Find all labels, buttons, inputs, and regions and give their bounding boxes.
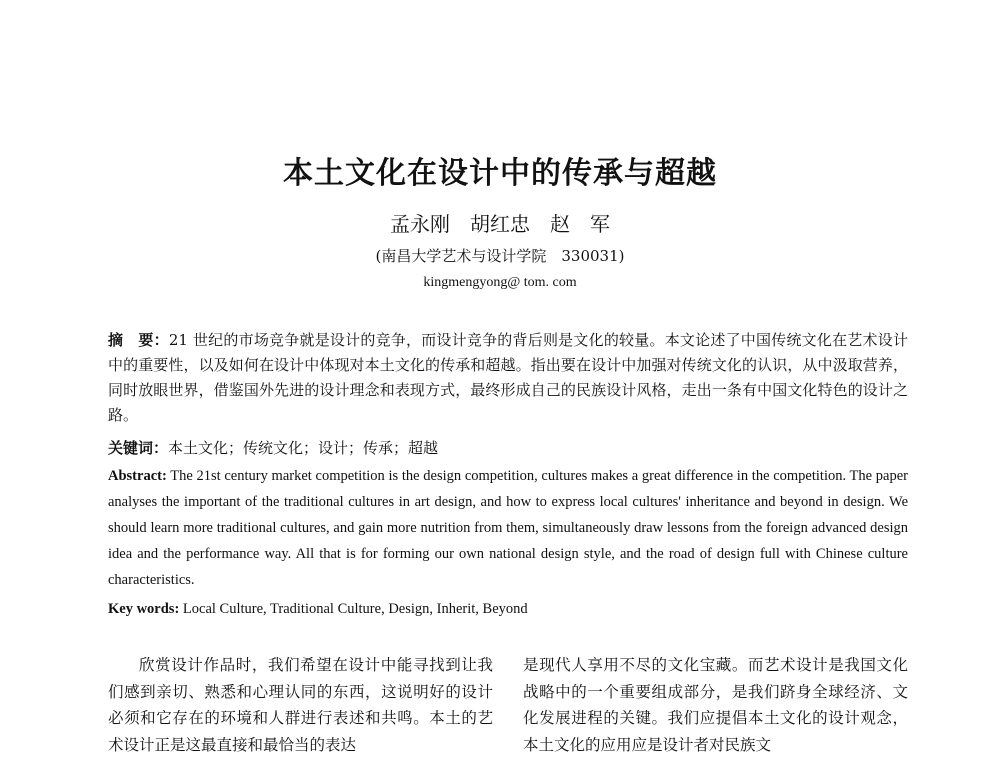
abstract-en bbox=[108, 463, 908, 593]
abstract-en-label: Abstract: bbox=[108, 468, 167, 484]
keywords-cn bbox=[108, 436, 908, 461]
authors: 孟永刚 胡红忠 赵 军 bbox=[390, 212, 610, 236]
keywords-en-label: Key words: bbox=[108, 601, 180, 617]
body-column-left: 欣赏设计作品时，我们希望在设计中能寻找到让我们感到亲切、熟悉和心理认同的东西，这说明好的设计必须和它存在的环境和人群进行表述和共鸣。本土的艺术设计正是这最直接和最恰当的表达 bbox=[108, 656, 493, 754]
abstract-en-text: The 21st century market competition is the design competition, cultures makes a great difference in the competition. The paper analyses the important of the traditional cultures in art design, and how to express local cultures' inheritance and beyond in design. We should learn more traditional cultures, and gain more nutrition from them, simultaneously draw lessons from the foreign advanced design idea and the performance way. All that is for forming our own national design style, and the road of design full with Chinese culture characteristics. bbox=[108, 468, 908, 588]
keywords-en bbox=[108, 597, 908, 621]
keywords-cn-label: 关键词： bbox=[108, 439, 169, 457]
abstract-cn bbox=[108, 328, 908, 428]
abstract-cn-text: 21 世纪的市场竞争就是设计的竞争，而设计竞争的背后则是文化的较量。本文论述了中国传统文化在艺术设计中的重要性，以及如何在设计中体现对本土文化的传承和超越。指出要在设计中加强对传统文化的认识，从中汲取营养，同时放眼世界，借鉴国外先进的设计理念和表现方式，最终形成自己的民族设计风格，走出一条有中国文化特色的设计之路。 bbox=[108, 331, 908, 424]
keywords-cn-text: 本土文化；传统文化；设计；传承；超越 bbox=[168, 439, 439, 457]
page-title: 本土文化在设计中的传承与超越 bbox=[283, 156, 717, 191]
affiliation: (南昌大学艺术与设计学院 330031) bbox=[375, 247, 625, 265]
email: kingmengyong@ tom. com bbox=[423, 275, 577, 290]
body-column-right: 是现代人享用不尽的文化宝藏。而艺术设计是我国文化战略中的一个重要组成部分，是我们跻身全球经济、文化发展进程的关键。我们应提倡本土文化的设计观念，本土文化的应用应是设计者对民族文 bbox=[523, 656, 908, 754]
abstract-cn-label: 摘 要： bbox=[108, 331, 169, 349]
keywords-en-text: Local Culture, Traditional Culture, Design, Inherit, Beyond bbox=[179, 601, 528, 617]
